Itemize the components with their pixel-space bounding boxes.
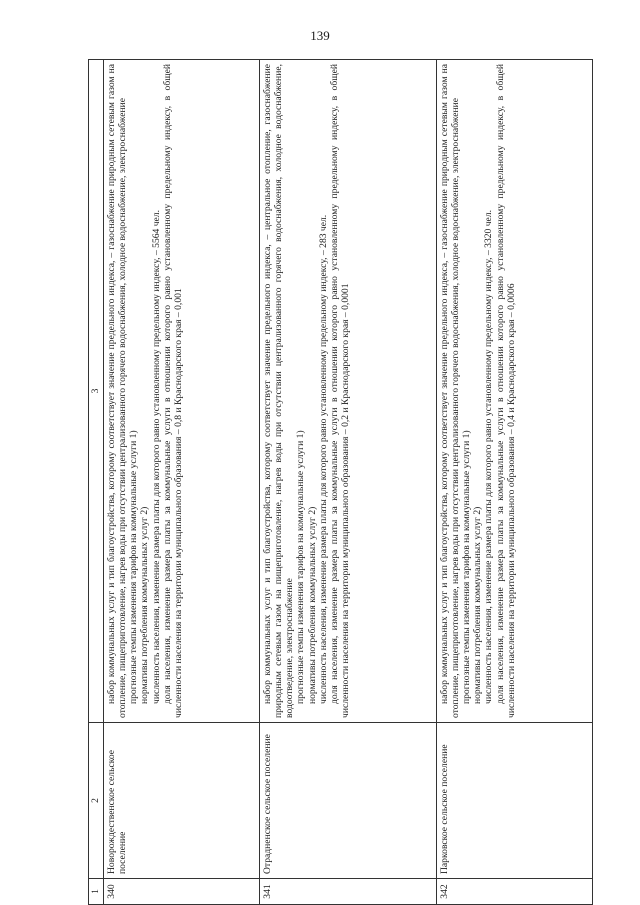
page-number: 139	[310, 28, 330, 43]
row-description	[436, 60, 592, 723]
tariff-rates: прогнозные темпы изменения тарифов на коммунальные услуги 1)	[461, 430, 473, 704]
tariff-rates: прогнозные темпы изменения тарифов на коммунальные услуги 1)	[295, 430, 307, 704]
tariff-rates: прогнозные темпы изменения тарифов на коммунальные услуги 1)	[128, 430, 140, 704]
row-description	[260, 60, 437, 723]
table-row	[260, 60, 437, 905]
table-header-row	[89, 60, 104, 905]
settlement-name: Парковское сельское поселение	[436, 723, 592, 879]
header-col-3: 3	[89, 60, 104, 723]
row-number: 340	[104, 879, 260, 905]
population-share: доля населения, изменение размера платы за коммунальные услуги в отношении которого равно установленному предельному индексу, в общей численности населения на территории муниципального образования – 0,8 и Краснодарского края – 0,001	[161, 64, 184, 718]
consumption-norms: нормативы потребления коммунальных услуг 2)	[139, 506, 151, 704]
settlement-name: Новорождественское сельское поселение	[104, 723, 260, 879]
consumption-norms: нормативы потребления коммунальных услуг 2)	[472, 506, 484, 704]
rotated-table-wrapper	[88, 60, 593, 905]
row-number: 342	[436, 879, 592, 905]
population-share: доля населения, изменение размера платы за коммунальные услуги в отношении которого равно установленному предельному индексу, в общей численности населения на территории муниципального образования – 0,2 и Краснодарского края – 0,0001	[328, 64, 351, 718]
services-set: набор коммунальных услуг и тип благоустройства, которому соответствует значение предельного индекса, – газоснабжение природным сетевым газом на отопление, пищеприготовление, нагрев воды при отсутствии централизованного горячего водоснабжения, холодное водоснабжение, электроснабжение	[106, 64, 129, 718]
consumption-norms: нормативы потребления коммунальных услуг 2)	[306, 506, 318, 704]
row-number: 341	[260, 879, 437, 905]
header-col-1: 1	[89, 879, 104, 905]
services-set: набор коммунальных услуг и тип благоустройства, которому соответствует значение предельного индекса, – газоснабжение природным сетевым газом на отопление, пищеприготовление, нагрев воды при отсутствии централизованного горячего водоснабжения, холодное водоснабжение, электроснабжение	[438, 64, 462, 718]
header-col-2: 2	[89, 723, 104, 879]
settlements-table	[88, 59, 593, 905]
row-description	[104, 60, 260, 723]
settlement-name: Отрадненское сельское поселение	[260, 723, 437, 879]
services-set: набор коммунальных услуг и тип благоустройства, которому соответствует значение предельного индекса, – центральное отопление, газоснабжение природным сетевым газом на пищеприготовление, нагрев воды при отсутствии централизованного горячего водоснабжения, холодное водоснабжение, водоотведение, электроснабжение	[262, 64, 296, 718]
table-row	[104, 60, 260, 905]
population-count: численность населения, изменение размера платы для которого равно установленному предельному индексу, – 283 чел.	[317, 214, 329, 704]
population-count: численность населения, изменение размера платы для которого равно установленному предельному индексу, – 3320 чел.	[483, 210, 495, 704]
population-count: численность населения, изменение размера платы для которого равно установленному предельному индексу, – 5564 чел.	[150, 210, 162, 704]
population-share: доля населения, изменение размера платы за коммунальные услуги в отношении которого равно установленному предельному индексу, в общей численности населения на территории муниципального образования – 0,4 и Краснодарского края – 0,0006	[494, 64, 517, 718]
table-row	[436, 60, 592, 905]
